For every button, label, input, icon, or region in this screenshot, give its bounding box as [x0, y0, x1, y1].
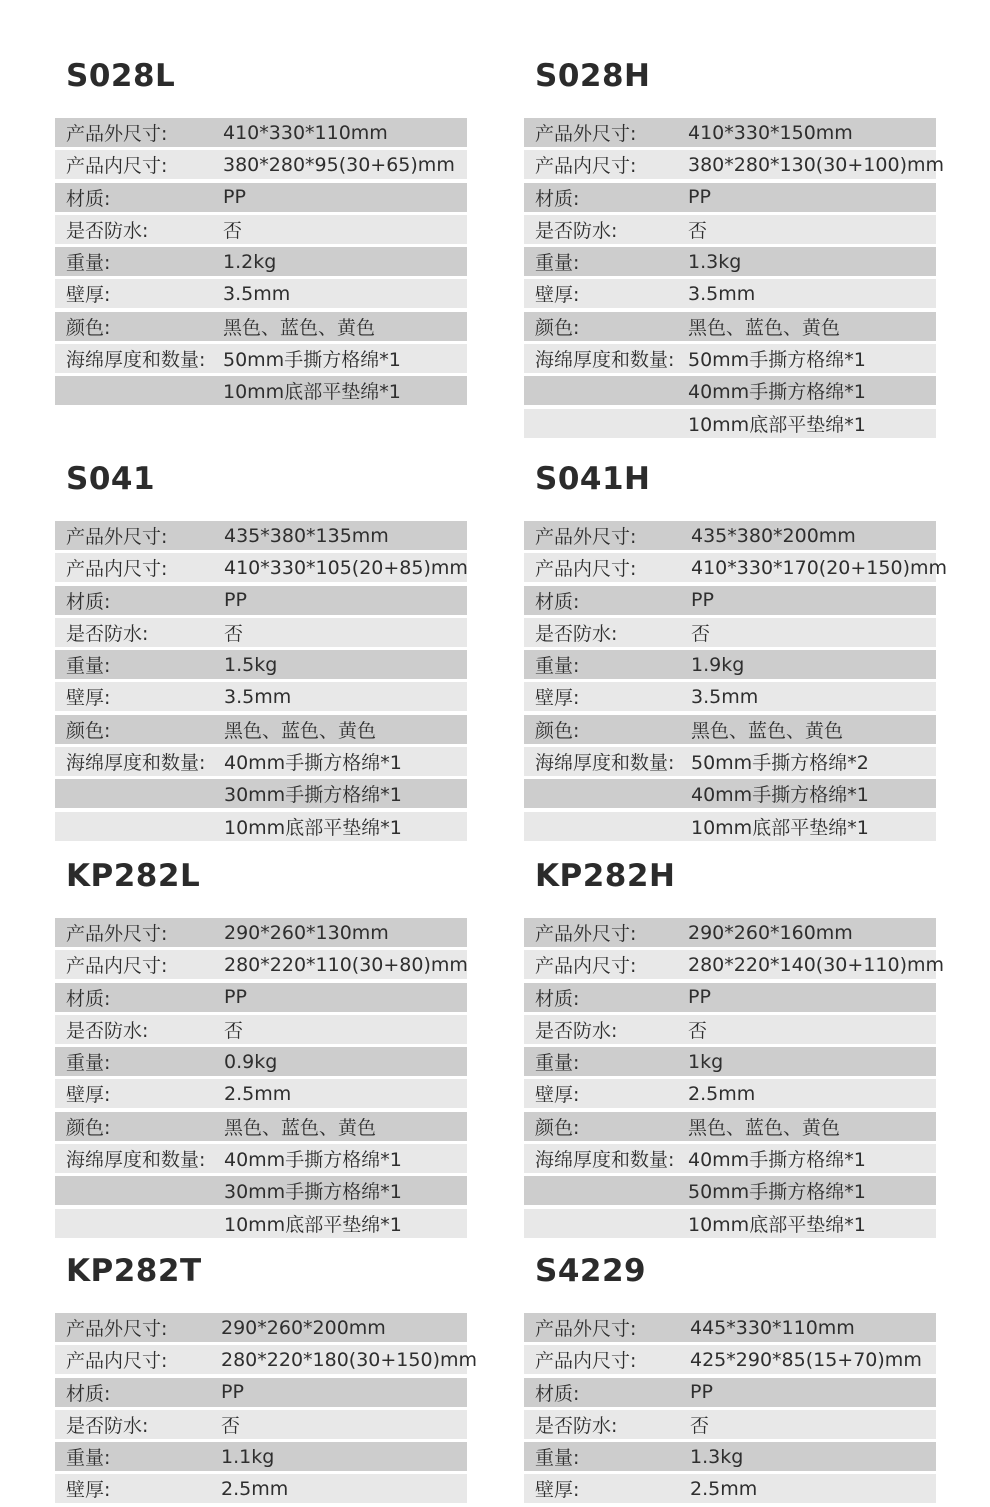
spec-value: 40mm手撕方格绵*1: [224, 1149, 402, 1172]
spec-row: [55, 1176, 467, 1205]
spec-label: 产品外尺寸:: [535, 923, 637, 945]
spec-row: [524, 1015, 936, 1044]
spec-row: [524, 1410, 936, 1439]
spec-value: PP: [224, 589, 247, 612]
spec-row: [524, 150, 944, 179]
spec-label: 壁厚:: [535, 284, 580, 307]
spec-value: 2.5mm: [221, 1477, 289, 1500]
model-title: KP282T: [66, 1253, 202, 1289]
spec-label: 产品内尺寸:: [66, 558, 168, 581]
spec-value: 425*290*85(15+70)mm: [690, 1348, 922, 1371]
spec-value: 3.5mm: [691, 685, 759, 708]
spec-value: 黑色、蓝色、黄色: [224, 719, 377, 742]
spec-row: [55, 1209, 467, 1238]
spec-row: [55, 715, 467, 744]
spec-row: [524, 812, 936, 841]
spec-row: [55, 344, 467, 373]
spec-label: 是否防水:: [66, 219, 149, 242]
spec-row: [55, 247, 467, 276]
spec-label: 海绵厚度和数量:: [535, 752, 675, 775]
spec-row: [524, 118, 936, 147]
spec-row: [524, 918, 936, 947]
spec-row: [524, 1209, 936, 1238]
spec-label: 产品外尺寸:: [66, 526, 168, 548]
spec-row: [55, 1378, 467, 1407]
spec-block: [55, 461, 468, 844]
spec-block: [55, 1253, 477, 1507]
spec-row: [524, 521, 936, 550]
spec-value: 290*260*160mm: [688, 921, 853, 944]
spec-value: PP: [688, 986, 711, 1009]
spec-row: [55, 983, 467, 1012]
spec-row: [55, 376, 467, 405]
spec-row: [55, 950, 467, 979]
spec-label: 是否防水:: [535, 1414, 618, 1437]
spec-value: 10mm底部平垫绵*1: [224, 816, 402, 839]
spec-label: 颜色:: [535, 1116, 580, 1139]
spec-value: 否: [691, 622, 711, 645]
spec-value: 1.9kg: [691, 653, 745, 676]
spec-row: [55, 650, 467, 679]
spec-label: 产品外尺寸:: [535, 1318, 637, 1340]
spec-label: 海绵厚度和数量:: [535, 1149, 675, 1172]
spec-block: [524, 461, 947, 844]
spec-row: [55, 279, 467, 308]
spec-value: 10mm底部平垫绵*1: [691, 816, 869, 839]
spec-value: 3.5mm: [224, 685, 292, 708]
spec-row: [524, 312, 936, 341]
spec-value: 1.2kg: [223, 250, 277, 273]
spec-label: 材质:: [66, 187, 111, 210]
spec-value: 50mm手撕方格绵*1: [223, 349, 401, 372]
spec-row: [55, 1112, 467, 1141]
spec-label: 重量:: [535, 252, 580, 275]
spec-label: 颜色:: [66, 1116, 111, 1139]
spec-value: 黑色、蓝色、黄色: [688, 1116, 841, 1139]
spec-row: [55, 183, 467, 212]
spec-value: 410*330*110mm: [223, 121, 388, 144]
spec-label: 产品外尺寸:: [535, 123, 637, 145]
spec-label: 产品内尺寸:: [535, 558, 637, 581]
spec-row: [524, 1079, 936, 1108]
spec-label: 是否防水:: [535, 219, 618, 242]
model-title: S4229: [535, 1253, 647, 1289]
spec-label: 海绵厚度和数量:: [535, 349, 675, 372]
spec-label: 是否防水:: [535, 1019, 618, 1042]
spec-value: 3.5mm: [223, 282, 291, 305]
spec-label: 产品外尺寸:: [66, 923, 168, 945]
spec-label: 产品内尺寸:: [535, 155, 637, 178]
spec-label: 材质:: [535, 1382, 580, 1405]
spec-row: [524, 183, 936, 212]
spec-label: 壁厚:: [66, 1084, 111, 1107]
spec-label: 重量:: [66, 1447, 111, 1470]
spec-label: 材质:: [66, 590, 111, 613]
spec-row: [524, 586, 936, 615]
spec-row: [55, 1079, 467, 1108]
spec-row: [55, 521, 467, 550]
spec-value: PP: [688, 186, 711, 209]
spec-label: 壁厚:: [66, 284, 111, 307]
spec-label: 海绵厚度和数量:: [66, 752, 206, 775]
spec-value: 否: [224, 622, 244, 645]
spec-value: 40mm手撕方格绵*1: [688, 381, 866, 404]
model-title: S041H: [535, 461, 651, 497]
spec-row: [55, 918, 467, 947]
spec-row: [524, 747, 936, 776]
spec-value: PP: [690, 1381, 713, 1404]
spec-value: 435*380*200mm: [691, 524, 856, 547]
spec-label: 是否防水:: [535, 622, 618, 645]
spec-row: [55, 779, 467, 808]
spec-row: [524, 1345, 936, 1374]
spec-row: [55, 150, 467, 179]
spec-label: 产品外尺寸:: [535, 526, 637, 548]
spec-label: 产品外尺寸:: [66, 1318, 168, 1340]
spec-value: 410*330*105(20+85)mm: [224, 556, 468, 579]
spec-row: [55, 812, 467, 841]
spec-row: [55, 1474, 467, 1503]
spec-value: 410*330*150mm: [688, 121, 853, 144]
spec-label: 海绵厚度和数量:: [66, 1149, 206, 1172]
spec-value: PP: [223, 186, 246, 209]
spec-row: [55, 1047, 467, 1076]
spec-row: [55, 1313, 467, 1342]
spec-label: 颜色:: [535, 316, 580, 339]
spec-row: [524, 1474, 936, 1503]
spec-label: 产品内尺寸:: [535, 1350, 637, 1373]
spec-label: 壁厚:: [66, 1479, 111, 1502]
spec-row: [524, 344, 936, 373]
spec-label: 颜色:: [535, 719, 580, 742]
spec-value: 40mm手撕方格绵*1: [691, 784, 869, 807]
spec-block: [524, 858, 944, 1241]
spec-row: [524, 618, 936, 647]
spec-value: 380*280*130(30+100)mm: [688, 153, 944, 176]
spec-row: [55, 312, 467, 341]
spec-value: 否: [690, 1414, 710, 1437]
spec-label: 材质:: [535, 987, 580, 1010]
spec-value: 280*220*140(30+110)mm: [688, 953, 944, 976]
spec-label: 产品内尺寸:: [535, 955, 637, 978]
spec-value: 黑色、蓝色、黄色: [691, 719, 844, 742]
spec-value: 2.5mm: [224, 1082, 292, 1105]
spec-row: [524, 682, 936, 711]
spec-value: 290*260*200mm: [221, 1316, 386, 1339]
spec-label: 重量:: [535, 655, 580, 678]
spec-value: 1.3kg: [690, 1445, 744, 1468]
spec-value: PP: [224, 986, 247, 1009]
spec-row: [55, 118, 467, 147]
model-title: KP282H: [535, 858, 676, 894]
spec-row: [524, 1378, 936, 1407]
spec-label: 产品外尺寸:: [66, 123, 168, 145]
spec-block: [55, 58, 467, 409]
spec-label: 海绵厚度和数量:: [66, 349, 206, 372]
spec-label: 是否防水:: [66, 1414, 149, 1437]
spec-label: 壁厚:: [535, 1084, 580, 1107]
model-title: KP282L: [66, 858, 201, 894]
spec-row: [524, 650, 936, 679]
spec-value: 290*260*130mm: [224, 921, 389, 944]
spec-row: [524, 1047, 936, 1076]
spec-block: [524, 58, 944, 441]
spec-row: [524, 247, 936, 276]
spec-value: 否: [221, 1414, 241, 1437]
spec-label: 壁厚:: [535, 1479, 580, 1502]
spec-value: 否: [223, 219, 243, 242]
spec-value: 2.5mm: [688, 1082, 756, 1105]
spec-value: 280*220*110(30+80)mm: [224, 953, 468, 976]
spec-value: 50mm手撕方格绵*1: [688, 1181, 866, 1204]
spec-row: [524, 950, 944, 979]
spec-label: 产品内尺寸:: [66, 955, 168, 978]
spec-row: [55, 1144, 467, 1173]
spec-value: 10mm底部平垫绵*1: [223, 381, 401, 404]
spec-label: 重量:: [66, 252, 111, 275]
spec-value: 50mm手撕方格绵*2: [691, 752, 869, 775]
spec-row: [55, 1015, 467, 1044]
spec-block: [55, 858, 468, 1241]
spec-label: 重量:: [535, 1447, 580, 1470]
spec-value: 黑色、蓝色、黄色: [224, 1116, 377, 1139]
spec-row: [524, 376, 936, 405]
spec-value: 否: [224, 1019, 244, 1042]
spec-value: 40mm手撕方格绵*1: [224, 752, 402, 775]
spec-label: 材质:: [535, 590, 580, 613]
spec-value: 10mm底部平垫绵*1: [224, 1213, 402, 1236]
spec-label: 重量:: [66, 655, 111, 678]
spec-row: [55, 682, 467, 711]
model-title: S041: [66, 461, 156, 497]
spec-value: PP: [691, 589, 714, 612]
spec-label: 重量:: [535, 1052, 580, 1075]
spec-row: [55, 215, 467, 244]
spec-row: [524, 715, 936, 744]
spec-label: 壁厚:: [535, 687, 580, 710]
spec-row: [524, 779, 936, 808]
spec-row: [55, 747, 467, 776]
spec-value: 1.5kg: [224, 653, 278, 676]
spec-row: [55, 586, 467, 615]
spec-row: [524, 279, 936, 308]
spec-value: 1.3kg: [688, 250, 742, 273]
spec-value: 280*220*180(30+150)mm: [221, 1348, 477, 1371]
spec-row: [524, 1176, 936, 1205]
spec-value: 0.9kg: [224, 1050, 278, 1073]
spec-row: [524, 409, 936, 438]
spec-row: [55, 1345, 477, 1374]
spec-row: [524, 1442, 936, 1471]
spec-row: [524, 1112, 936, 1141]
spec-row: [55, 1442, 467, 1471]
spec-value: 435*380*135mm: [224, 524, 389, 547]
spec-row: [55, 1410, 467, 1439]
spec-row: [524, 215, 936, 244]
spec-value: 30mm手撕方格绵*1: [224, 784, 402, 807]
spec-row: [524, 1313, 936, 1342]
spec-row: [524, 983, 936, 1012]
spec-value: PP: [221, 1381, 244, 1404]
spec-label: 壁厚:: [66, 687, 111, 710]
spec-label: 产品内尺寸:: [66, 155, 168, 178]
spec-label: 产品内尺寸:: [66, 1350, 168, 1373]
spec-row: [524, 1144, 936, 1173]
model-title: S028L: [66, 58, 176, 94]
spec-value: 否: [688, 1019, 708, 1042]
spec-value: 黑色、蓝色、黄色: [688, 316, 841, 339]
spec-value: 410*330*170(20+150)mm: [691, 556, 947, 579]
spec-value: 10mm底部平垫绵*1: [688, 1213, 866, 1236]
spec-label: 材质:: [535, 187, 580, 210]
spec-row: [55, 618, 467, 647]
spec-value: 50mm手撕方格绵*1: [688, 349, 866, 372]
spec-row: [524, 553, 947, 582]
spec-value: 黑色、蓝色、黄色: [223, 316, 376, 339]
spec-value: 2.5mm: [690, 1477, 758, 1500]
spec-value: 1.1kg: [221, 1445, 275, 1468]
spec-block: [524, 1253, 936, 1507]
spec-value: 10mm底部平垫绵*1: [688, 413, 866, 436]
spec-value: 3.5mm: [688, 282, 756, 305]
spec-label: 是否防水:: [66, 622, 149, 645]
spec-label: 材质:: [66, 1382, 111, 1405]
spec-label: 颜色:: [66, 719, 111, 742]
spec-value: 否: [688, 219, 708, 242]
spec-value: 30mm手撕方格绵*1: [224, 1181, 402, 1204]
spec-value: 1kg: [688, 1050, 724, 1073]
spec-label: 材质:: [66, 987, 111, 1010]
model-title: S028H: [535, 58, 651, 94]
spec-label: 重量:: [66, 1052, 111, 1075]
spec-label: 是否防水:: [66, 1019, 149, 1042]
spec-row: [55, 553, 467, 582]
spec-value: 380*280*95(30+65)mm: [223, 153, 455, 176]
spec-value: 445*330*110mm: [690, 1316, 855, 1339]
spec-value: 40mm手撕方格绵*1: [688, 1149, 866, 1172]
spec-label: 颜色:: [66, 316, 111, 339]
